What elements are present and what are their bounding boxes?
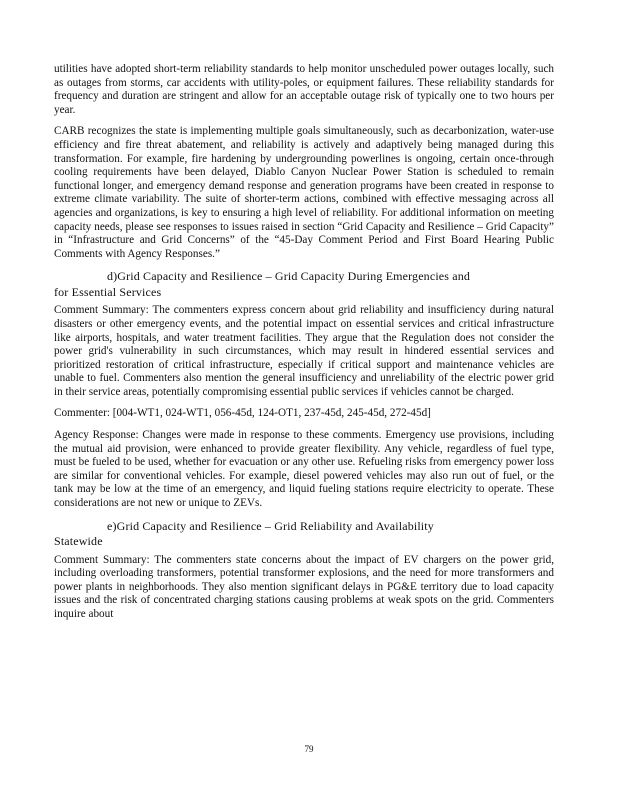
document-page <box>54 63 554 622</box>
section-heading-e-line2: Statewide <box>54 534 103 549</box>
section-heading-e-line1: e)Grid Capacity and Resilience – Grid Reliability and Availability <box>107 518 434 533</box>
section-heading-d <box>54 269 554 300</box>
section-heading-e <box>54 519 554 550</box>
paragraph-carb-recognizes: CARB recognizes the state is implementing multiple goals simultaneously, such as decarbonization, water-use efficiency and fire threat abatement, and reliability is actively and adaptively being managed during this transformation. For example, fire hardening by undergrounding powerlines is ongoing, certain once-through cooling requirements have been delayed, Diablo Canyon Nuclear Power Station is scheduled to remain functional longer, and emergency demand response and generation programs have been created in response to extreme climate variability. The suite of shorter-term actions, combined with effective messaging across all agencies and organizations, is key to ensuring a high level of reliability. For additional information on meeting capacity needs, please see responses to issues raised in section “Grid Capacity and Resilience – Grid Capacity” in “Infrastructure and Grid Concerns” of the “45-Day Comment Period and First Board Hearing Public Comments with Agency Responses.” <box>54 125 554 260</box>
section-heading-d-line2: for Essential Services <box>54 284 162 299</box>
paragraph-comment-summary-d: Comment Summary: The commenters express concern about grid reliability and insufficiency during natural disasters or other emergency events, and the potential impact on essential services and critical infrastructure like airports, hospitals, and water treatment facilities. They argue that the Regulation does not consider the power grid's vulnerability in such circumstances, which may result in hindered essential services and prioritized restoration of critical infrastructure, especially if critical support and maintenance vehicles are unable to fuel. Commenters also mention the general insufficiency and unreliability of the electric power grid in their service areas, potentially compromising essential public services if vehicles cannot be charged. <box>54 304 554 398</box>
paragraph-commenter-ids: Commenter: [004-WT1, 024-WT1, 056-45d, 124-OT1, 237-45d, 245-45d, 272-45d] <box>54 407 431 420</box>
paragraph-reliability-standards: utilities have adopted short-term reliability standards to help monitor unscheduled power outages locally, such as outages from storms, car accidents with utility-poles, or equipment failures. These reliability standards for frequency and duration are stringent and allow for an acceptable outage risk of typically one to two hours per year. <box>54 63 554 116</box>
paragraph-agency-response-d: Agency Response: Changes were made in response to these comments. Emergency use provisions, including the mutual aid provision, were enhanced to provide greater flexibility. Any vehicle, regardless of fuel type, must be fueled to be used, whether for evacuation or any other use. Refueling risks from emergency power loss are similar for conventional vehicles. For example, diesel powered vehicles may also run out of fuel, or the tank may be low at the time of an emergency, and liquid fueling stations require electricity to operate. These considerations are not new or unique to ZEVs. <box>54 429 554 510</box>
section-heading-d-line1: d)Grid Capacity and Resilience – Grid Capacity During Emergencies and <box>107 269 471 284</box>
page-number: 79 <box>304 744 314 754</box>
paragraph-comment-summary-e: Comment Summary: The commenters state concerns about the impact of EV chargers on the power grid, including overloading transformers, potential transformer explosions, and the need for more transformers and power plants in neighborhoods. They also mention significant delays in PG&E territory due to load capacity issues and the risk of concentrated charging stations causing problems at weak spots on the grid. Commenters inquire about <box>54 553 554 620</box>
